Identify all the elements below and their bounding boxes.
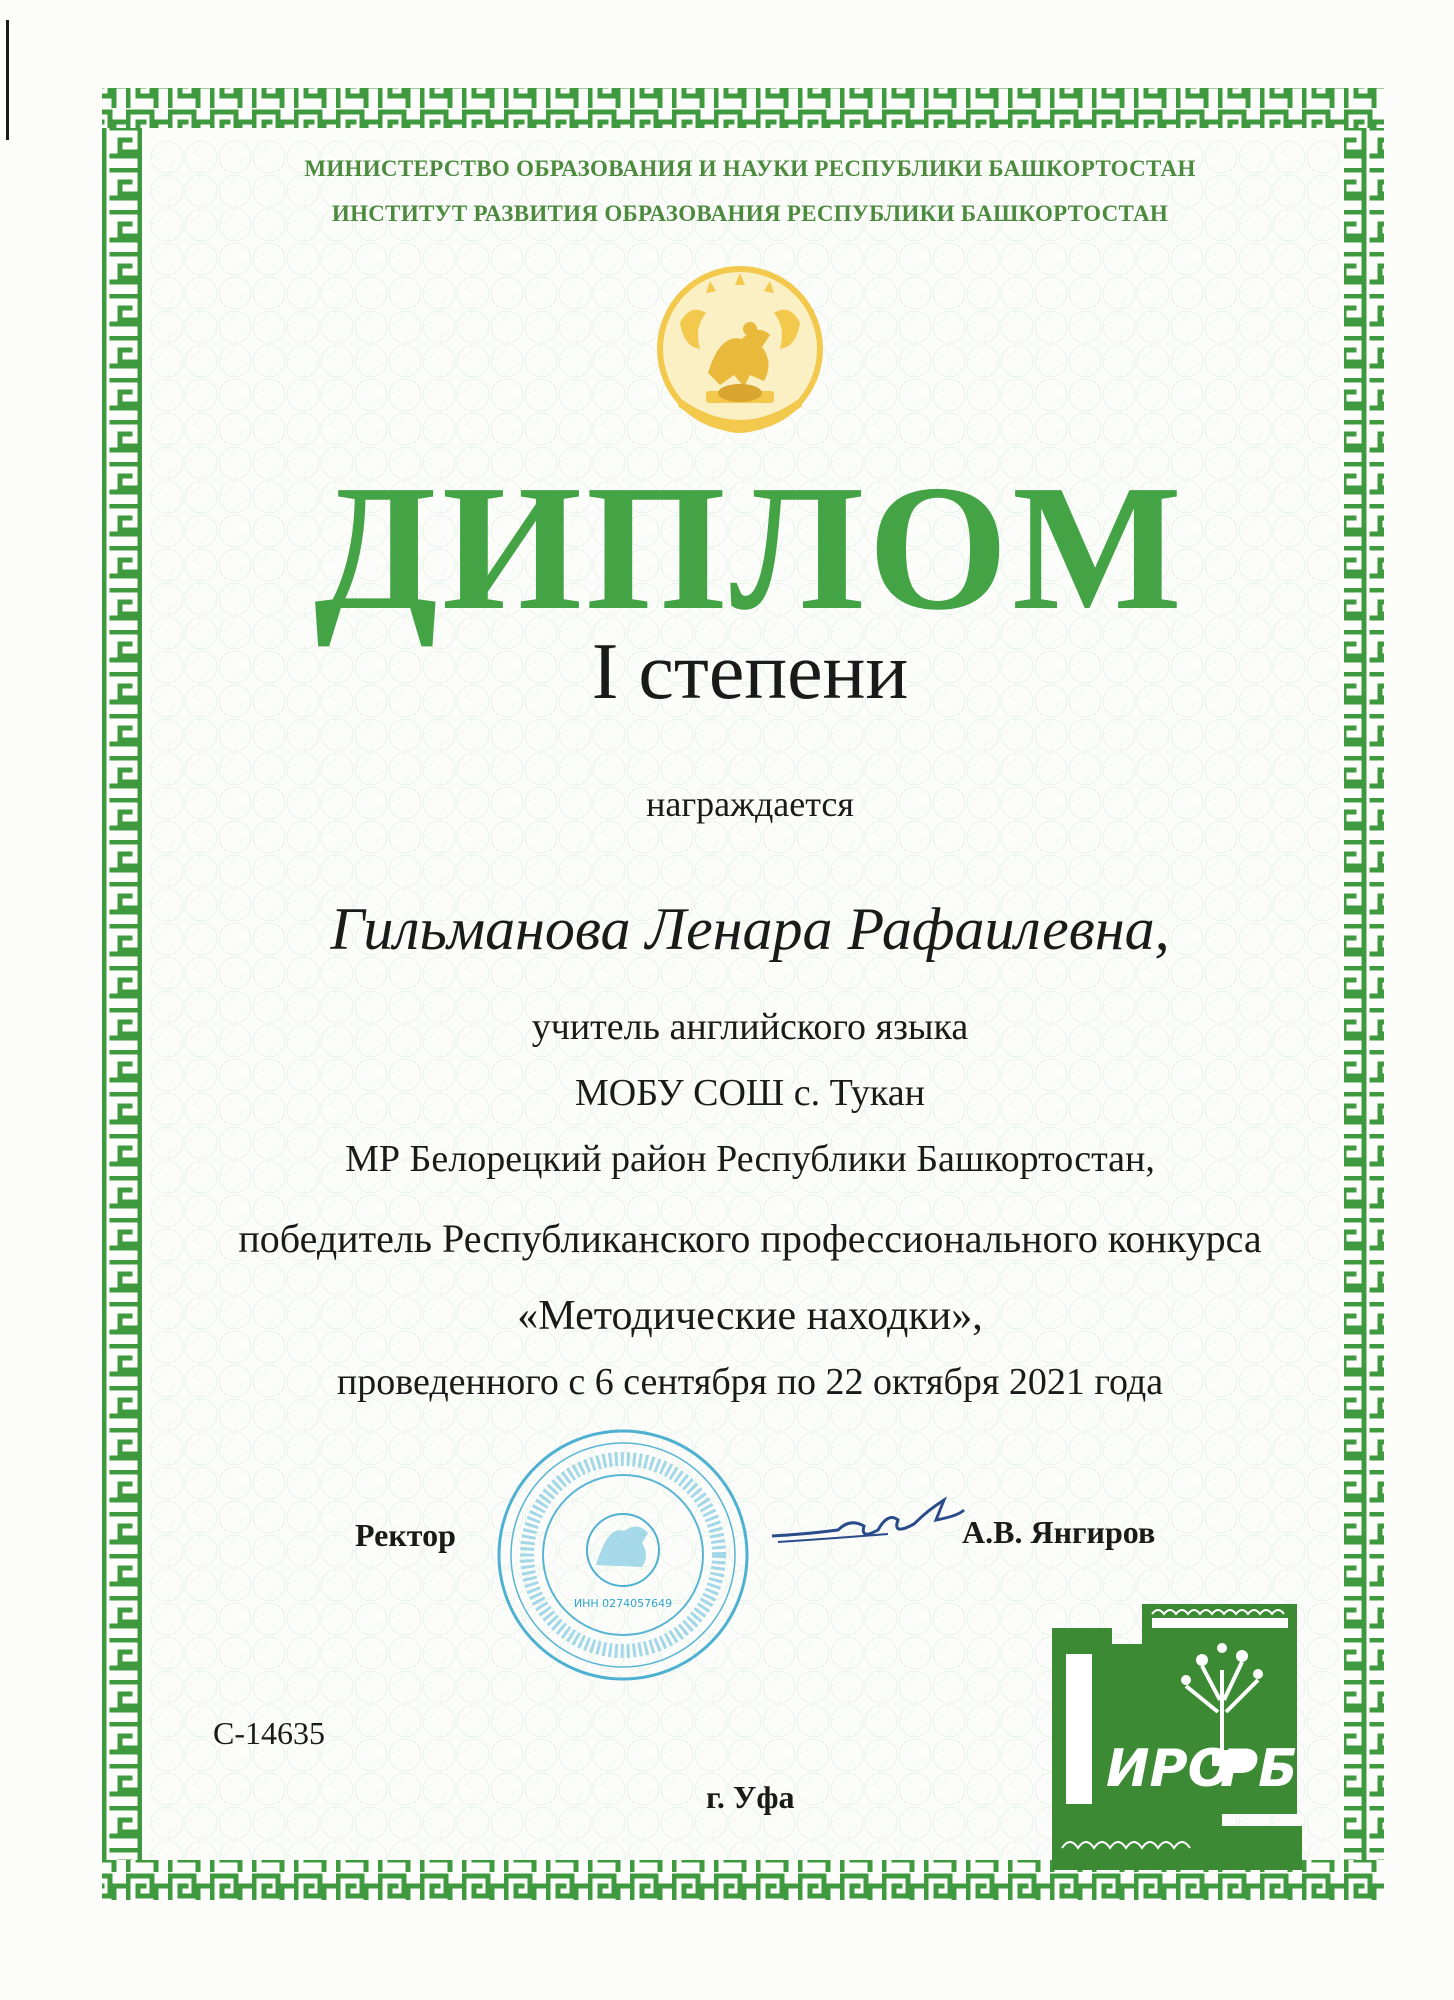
recipient-name: Гильманова Ленара Рафаилевна, bbox=[330, 896, 1170, 962]
awarded-label: награждается bbox=[646, 784, 854, 824]
contest-name: «Методические находки», bbox=[517, 1293, 983, 1339]
issue-city: г. Уфа bbox=[706, 1779, 795, 1815]
achievement-line: победитель Республиканского профессионального конкурса bbox=[238, 1216, 1262, 1261]
stamp-inn: ИНН 0274057649 bbox=[573, 1597, 673, 1610]
iro-rb-logo-icon bbox=[1052, 1600, 1342, 1870]
rector-name: А.В. Янгиров bbox=[962, 1514, 1156, 1550]
logo-text-rb: РБ bbox=[1220, 1739, 1298, 1799]
recipient-school: МОБУ СОШ с. Тукан bbox=[574, 1072, 925, 1114]
scan-edge-mark bbox=[6, 20, 9, 140]
recipient-position: учитель английского языка bbox=[531, 1006, 969, 1048]
rector-signature-icon bbox=[768, 1490, 968, 1560]
official-stamp-icon bbox=[488, 1425, 758, 1685]
recipient-district: МР Белорецкий район Республики Башкортостан, bbox=[345, 1138, 1155, 1180]
diploma-code: С-14635 bbox=[213, 1715, 325, 1751]
logo-text-iro: ИРО bbox=[1106, 1739, 1232, 1799]
contest-dates: проведенного с 6 сентября по 22 октября 2021 года bbox=[336, 1361, 1164, 1403]
ministry-header: МИНИСТЕРСТВО ОБРАЗОВАНИЯ И НАУКИ РЕСПУБЛИКИ БАШКОРТОСТАН bbox=[304, 156, 1196, 181]
diploma-degree: I степени bbox=[591, 628, 909, 716]
institute-header: ИНСТИТУТ РАЗВИТИЯ ОБРАЗОВАНИЯ РЕСПУБЛИКИ БАШКОРТОСТАН bbox=[331, 201, 1169, 226]
diploma-title: ДИПЛОМ bbox=[314, 448, 1186, 647]
rector-label: Ректор bbox=[355, 1517, 456, 1553]
bashkortostan-emblem-icon bbox=[650, 263, 830, 443]
